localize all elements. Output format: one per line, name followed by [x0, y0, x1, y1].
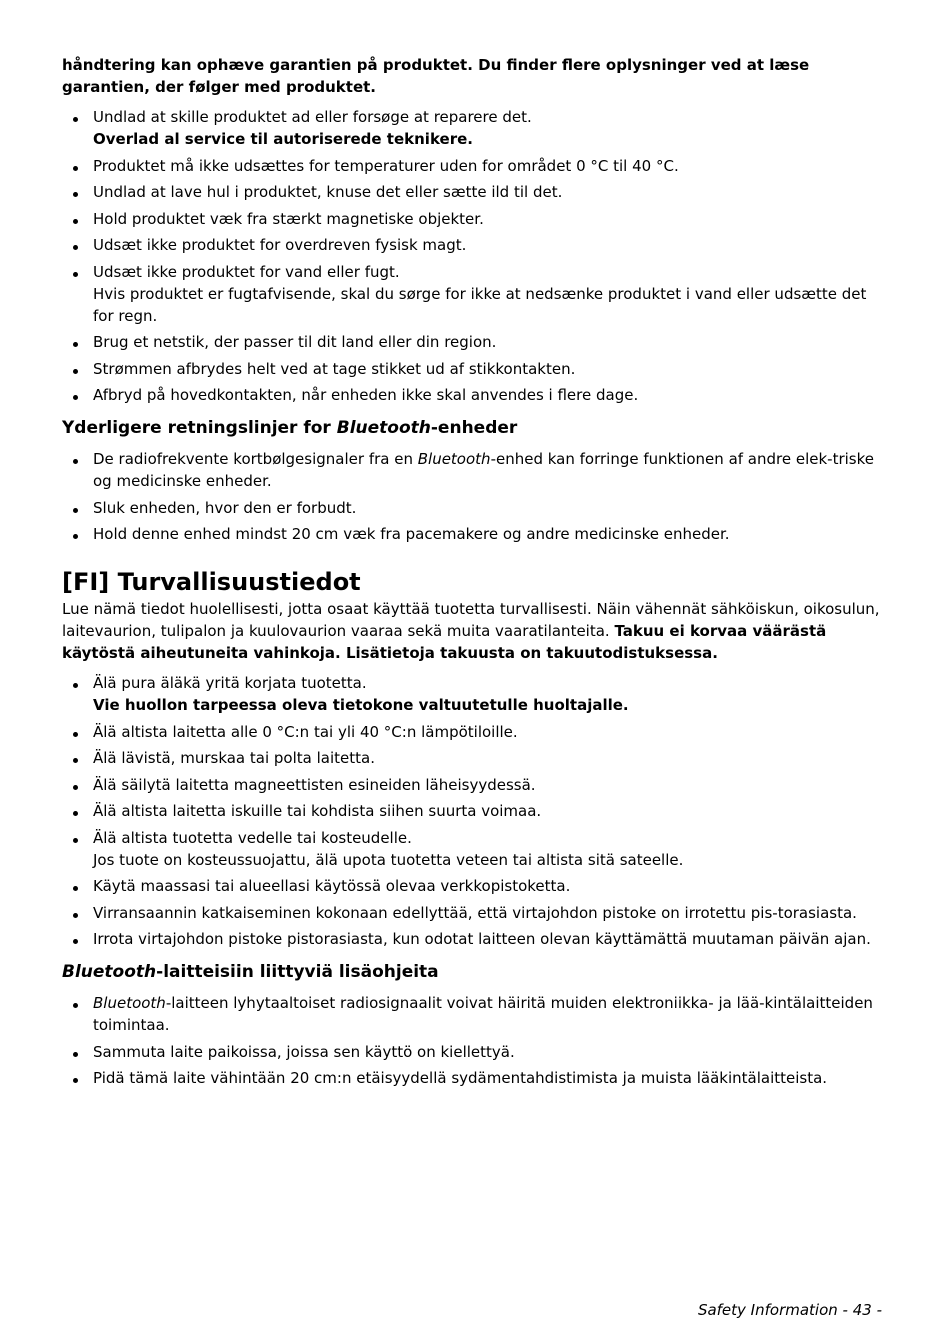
bullet-icon — [73, 1052, 78, 1057]
list-item-text: Udsæt ikke produktet for overdreven fysisk magt. — [93, 236, 467, 254]
list-item — [62, 331, 888, 353]
da-warranty-note: håndtering kan ophæve garantien på produktet. Du finder flere oplysninger ved at læse garantien, der følger med produktet. — [62, 56, 810, 96]
list-item — [62, 672, 888, 716]
list-item-text: Älä pura äläkä yritä korjata tuotetta. — [93, 674, 367, 692]
list-item — [62, 875, 888, 897]
list-item — [62, 992, 888, 1036]
list-item-text: -laitteen lyhytaaltoiset radiosignaalit voivat häiritä muiden elektroniikka- ja lää-kintälaitteiden toimintaa. — [93, 994, 873, 1034]
list-item-text: Udsæt ikke produktet for vand eller fugt. — [93, 262, 400, 281]
list-item-text: Älä altista laitetta iskuille tai kohdista siihen suurta voimaa. — [93, 802, 542, 820]
list-item-text: Virransaannin katkaiseminen kokonaan edellyttää, että virtajohdon pistoke on irrotettu pis-torasiasta. — [93, 903, 857, 922]
list-item — [62, 497, 888, 519]
bullet-icon — [73, 886, 78, 891]
list-item — [62, 721, 888, 743]
list-item-text: Älä altista tuotetta vedelle tai kosteudelle. — [93, 828, 412, 847]
bullet-icon — [73, 166, 78, 171]
bullet-icon — [73, 369, 78, 374]
bullet-icon — [73, 272, 78, 277]
bullet-icon — [73, 683, 78, 688]
bullet-icon — [73, 245, 78, 250]
bullet-icon — [73, 913, 78, 918]
list-item-text: Käytä maassasi tai alueellasi käytössä olevaa verkkopistoketta. — [93, 877, 571, 895]
list-item — [62, 106, 888, 150]
fi-bluetooth-heading — [62, 960, 888, 984]
list-item-detail: Hvis produktet er fugtafvisende, skal du sørge for ikke at nedsænke produktet i vand eller udsætte det for regn. — [93, 284, 867, 325]
da-bluetooth-list — [62, 448, 888, 545]
fi-safety-list — [62, 672, 888, 950]
bullet-icon — [73, 1003, 78, 1008]
list-item-text: Älä lävistä, murskaa tai polta laitetta. — [93, 749, 375, 767]
list-item — [62, 523, 888, 545]
list-item-text: Undlad at skille produktet ad eller forsøge at reparere det. — [93, 108, 532, 126]
bullet-icon — [73, 459, 78, 464]
list-item — [62, 358, 888, 380]
heading-emphasis: Bluetooth — [336, 418, 431, 438]
bullet-icon — [73, 838, 78, 843]
list-item-text: Strømmen afbrydes helt ved at tage stikket ud af stikkontakten. — [93, 359, 576, 378]
list-item-text: Undlad at lave hul i produktet, knuse det eller sætte ild til det. — [93, 183, 563, 201]
list-item-text: Hold produktet væk fra stærkt magnetiske objekter. — [93, 209, 484, 228]
list-item-text: Hold denne enhed mindst 20 cm væk fra pacemakere og andre medicinske enheder. — [93, 525, 730, 543]
bullet-icon — [73, 395, 78, 400]
list-item-emphasis: Bluetooth — [93, 994, 166, 1012]
list-item-text: -enhed kan forringe funktionen af andre elek-triske og medicinske enheder. — [93, 450, 874, 490]
list-item — [62, 1041, 888, 1063]
fi-section-title: [FI] Turvallisuustiedot — [62, 568, 361, 596]
intro-warranty-note: Takuu ei korvaa väärästä käytöstä aiheutuneita vahinkoja. Lisätietoja takuusta on takuutodistuksessa. — [62, 622, 827, 662]
list-item — [62, 827, 888, 871]
da-bluetooth-heading — [62, 416, 888, 440]
bullet-icon — [73, 508, 78, 513]
bullet-icon — [73, 939, 78, 944]
list-item — [62, 261, 888, 327]
list-item — [62, 747, 888, 769]
fi-bluetooth-list — [62, 992, 888, 1089]
list-item — [62, 902, 888, 924]
list-item — [62, 928, 888, 950]
document-page — [62, 54, 888, 1094]
list-item — [62, 384, 888, 406]
intro-text: Lue nämä tiedot huolellisesti, jotta osaat käyttää tuotetta turvallisesti. Näin vähennät sähköiskun, oikosulun, laitevaurion, tulipalon ja kuulovaurion vaaraa sekä muita vaaratilanteita. — [62, 600, 880, 640]
bullet-icon — [73, 192, 78, 197]
heading-text: Yderligere retningslinjer for — [62, 418, 337, 438]
bullet-icon — [73, 811, 78, 816]
bullet-icon — [73, 219, 78, 224]
bullet-icon — [73, 342, 78, 347]
list-item — [62, 800, 888, 822]
list-item-emphasis: Vie huollon tarpeessa oleva tietokone valtuutetulle huoltajalle. — [93, 696, 629, 714]
list-item — [62, 181, 888, 203]
heading-text: -laitteisiin liittyviä lisäohjeita — [156, 962, 439, 982]
list-item-text: Produktet må ikke udsættes for temperaturer uden for området 0 °C til 40 °C. — [93, 156, 679, 175]
bullet-icon — [73, 732, 78, 737]
bullet-icon — [73, 117, 78, 122]
list-item-text: Irrota virtajohdon pistoke pistorasiasta, kun odotat laitteen olevan käyttämättä muutaman päivän ajan. — [93, 930, 871, 948]
da-safety-list — [62, 106, 888, 406]
heading-text: -enheder — [430, 418, 518, 438]
list-item-emphasis: Overlad al service til autoriserede teknikere. — [93, 130, 473, 148]
bullet-icon — [73, 534, 78, 539]
list-item-text: Sammuta laite paikoissa, joissa sen käyttö on kiellettyä. — [93, 1042, 515, 1061]
list-item — [62, 234, 888, 256]
list-item-text: Afbryd på hovedkontakten, når enheden ikke skal anvendes i flere dage. — [93, 386, 639, 404]
bullet-icon — [73, 785, 78, 790]
bullet-icon — [73, 1078, 78, 1083]
list-item — [62, 1067, 888, 1089]
list-item-text: De radiofrekvente kortbølgesignaler fra en — [93, 450, 418, 468]
list-item-text: Älä säilytä laitetta magneettisten esineiden läheisyydessä. — [93, 775, 536, 794]
list-item — [62, 155, 888, 177]
bullet-icon — [73, 758, 78, 763]
page-footer: Safety Information - 43 - — [697, 1301, 882, 1319]
list-item-text: Sluk enheden, hvor den er forbudt. — [93, 498, 357, 517]
list-item — [62, 208, 888, 230]
list-item — [62, 774, 888, 796]
list-item-text: Brug et netstik, der passer til dit land eller din region. — [93, 333, 497, 351]
list-item — [62, 448, 888, 492]
list-item-detail: Jos tuote on kosteussuojattu, älä upota tuotetta veteen tai altista sitä sateelle. — [93, 850, 684, 869]
list-item-emphasis: Bluetooth — [417, 450, 491, 468]
list-item-text: Älä altista laitetta alle 0 °C:n tai yli 40 °C:n lämpötiloille. — [93, 722, 518, 741]
heading-emphasis: Bluetooth — [62, 962, 157, 982]
fi-intro — [62, 598, 888, 664]
list-item-text: Pidä tämä laite vähintään 20 cm:n etäisyydellä sydämentahdistimista ja muista lääkintälaitteista. — [93, 1069, 828, 1087]
